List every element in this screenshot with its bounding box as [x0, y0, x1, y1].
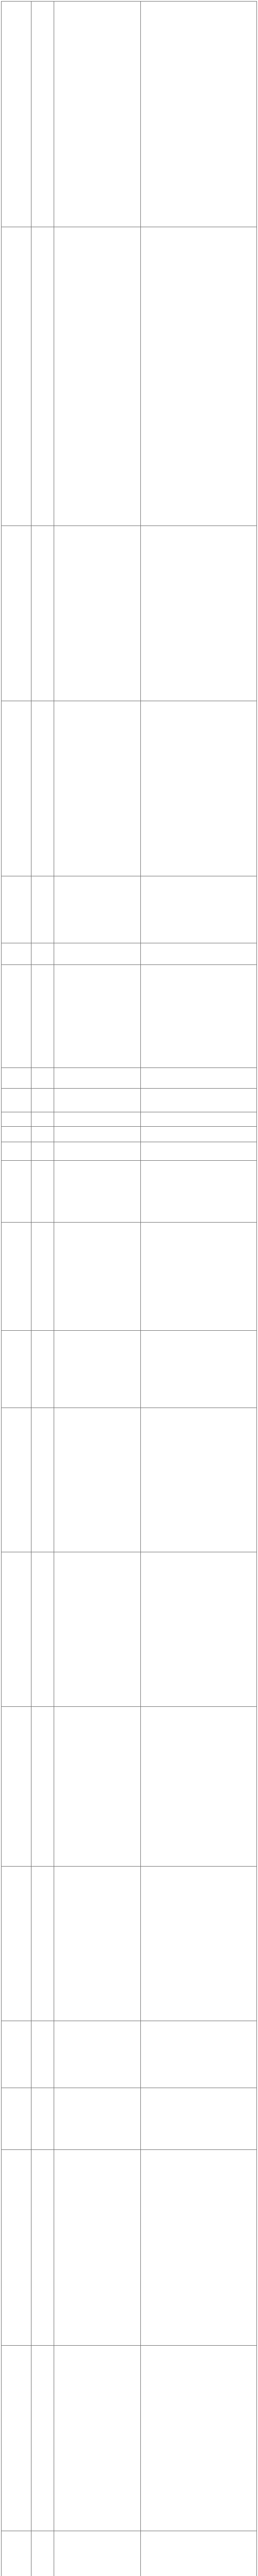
table-row: [2, 1408, 257, 1552]
category-cell: [2, 2088, 31, 2150]
body-cell: [54, 1068, 141, 1089]
note-cell: [141, 2021, 257, 2088]
body-cell: [54, 1161, 141, 1223]
body-cell: [54, 965, 141, 1068]
body-cell: [54, 1408, 141, 1552]
table-row: [2, 1089, 257, 1112]
table-row: [2, 876, 257, 943]
category-cell: [2, 1331, 31, 1408]
table-row: [2, 943, 257, 965]
note-cell: [141, 1331, 257, 1408]
table-row: [2, 2531, 257, 2576]
subcategory-cell: [31, 1068, 54, 1089]
category-cell: [2, 1552, 31, 1707]
table-row: [2, 2021, 257, 2088]
category-cell: [2, 2531, 31, 2576]
table-row: [2, 701, 257, 876]
note-cell: [141, 1089, 257, 1112]
subcategory-cell: [31, 1089, 54, 1112]
category-cell: [2, 2021, 31, 2088]
body-cell: [54, 1142, 141, 1161]
body-cell: [54, 2088, 141, 2150]
subcategory-cell: [31, 943, 54, 965]
body-cell: [54, 2150, 141, 2346]
note-cell: [141, 876, 257, 943]
subcategory-cell: [31, 1112, 54, 1127]
subcategory-cell: [31, 526, 54, 701]
subcategory-cell: [31, 701, 54, 876]
note-cell: [141, 526, 257, 701]
table-row: [2, 1707, 257, 1867]
body-cell: [54, 2531, 141, 2576]
category-cell: [2, 227, 31, 526]
table-row: [2, 2150, 257, 2346]
note-cell: [141, 2346, 257, 2531]
note-cell: [141, 2150, 257, 2346]
table-row: [2, 2346, 257, 2531]
table-row: [2, 965, 257, 1068]
body-cell: [54, 1707, 141, 1867]
category-cell: [2, 1223, 31, 1331]
table-row: [2, 2, 257, 227]
body-cell: [54, 701, 141, 876]
body-cell: [54, 1127, 141, 1142]
category-cell: [2, 2, 31, 227]
body-cell: [54, 1331, 141, 1408]
category-cell: [2, 1127, 31, 1142]
note-cell: [141, 1112, 257, 1127]
category-cell: [2, 526, 31, 701]
subcategory-cell: [31, 2531, 54, 2576]
body-cell: [54, 1867, 141, 2021]
note-cell: [141, 1223, 257, 1331]
body-cell: [54, 943, 141, 965]
subcategory-cell: [31, 2021, 54, 2088]
body-cell: [54, 227, 141, 526]
subcategory-cell: [31, 965, 54, 1068]
document-table: [1, 1, 257, 2576]
subcategory-cell: [31, 1331, 54, 1408]
note-cell: [141, 1707, 257, 1867]
subcategory-cell: [31, 1161, 54, 1223]
subcategory-cell: [31, 227, 54, 526]
body-cell: [54, 876, 141, 943]
note-cell: [141, 701, 257, 876]
note-cell: [141, 965, 257, 1068]
table-row: [2, 1867, 257, 2021]
subcategory-cell: [31, 1707, 54, 1867]
note-cell: [141, 2088, 257, 2150]
note-cell: [141, 1127, 257, 1142]
note-cell: [141, 2, 257, 227]
note-cell: [141, 1552, 257, 1707]
table-row: [2, 1223, 257, 1331]
category-cell: [2, 1142, 31, 1161]
category-cell: [2, 943, 31, 965]
subcategory-cell: [31, 1408, 54, 1552]
subcategory-cell: [31, 2346, 54, 2531]
category-cell: [2, 2150, 31, 2346]
table-row: [2, 1068, 257, 1089]
body-cell: [54, 1089, 141, 1112]
body-cell: [54, 2021, 141, 2088]
category-cell: [2, 965, 31, 1068]
note-cell: [141, 1161, 257, 1223]
subcategory-cell: [31, 2150, 54, 2346]
category-cell: [2, 1408, 31, 1552]
category-cell: [2, 1161, 31, 1223]
body-cell: [54, 526, 141, 701]
table-row: [2, 1331, 257, 1408]
subcategory-cell: [31, 1142, 54, 1161]
note-cell: [141, 1142, 257, 1161]
body-cell: [54, 2346, 141, 2531]
category-cell: [2, 1068, 31, 1089]
category-cell: [2, 1112, 31, 1127]
category-cell: [2, 876, 31, 943]
table-row: [2, 1142, 257, 1161]
table-row: [2, 1112, 257, 1127]
subcategory-cell: [31, 2, 54, 227]
subcategory-cell: [31, 1552, 54, 1707]
table-row: [2, 1552, 257, 1707]
subcategory-cell: [31, 1867, 54, 2021]
category-cell: [2, 2346, 31, 2531]
table-row: [2, 1161, 257, 1223]
table-row: [2, 1127, 257, 1142]
category-cell: [2, 701, 31, 876]
body-cell: [54, 2, 141, 227]
note-cell: [141, 1068, 257, 1089]
table-row: [2, 227, 257, 526]
body-cell: [54, 1552, 141, 1707]
note-cell: [141, 2531, 257, 2576]
note-cell: [141, 227, 257, 526]
category-cell: [2, 1707, 31, 1867]
category-cell: [2, 1867, 31, 2021]
body-cell: [54, 1112, 141, 1127]
subcategory-cell: [31, 2088, 54, 2150]
subcategory-cell: [31, 876, 54, 943]
table-row: [2, 526, 257, 701]
body-cell: [54, 1223, 141, 1331]
subcategory-cell: [31, 1127, 54, 1142]
subcategory-cell: [31, 1223, 54, 1331]
note-cell: [141, 1408, 257, 1552]
table-row: [2, 2088, 257, 2150]
note-cell: [141, 1867, 257, 2021]
category-cell: [2, 1089, 31, 1112]
note-cell: [141, 943, 257, 965]
